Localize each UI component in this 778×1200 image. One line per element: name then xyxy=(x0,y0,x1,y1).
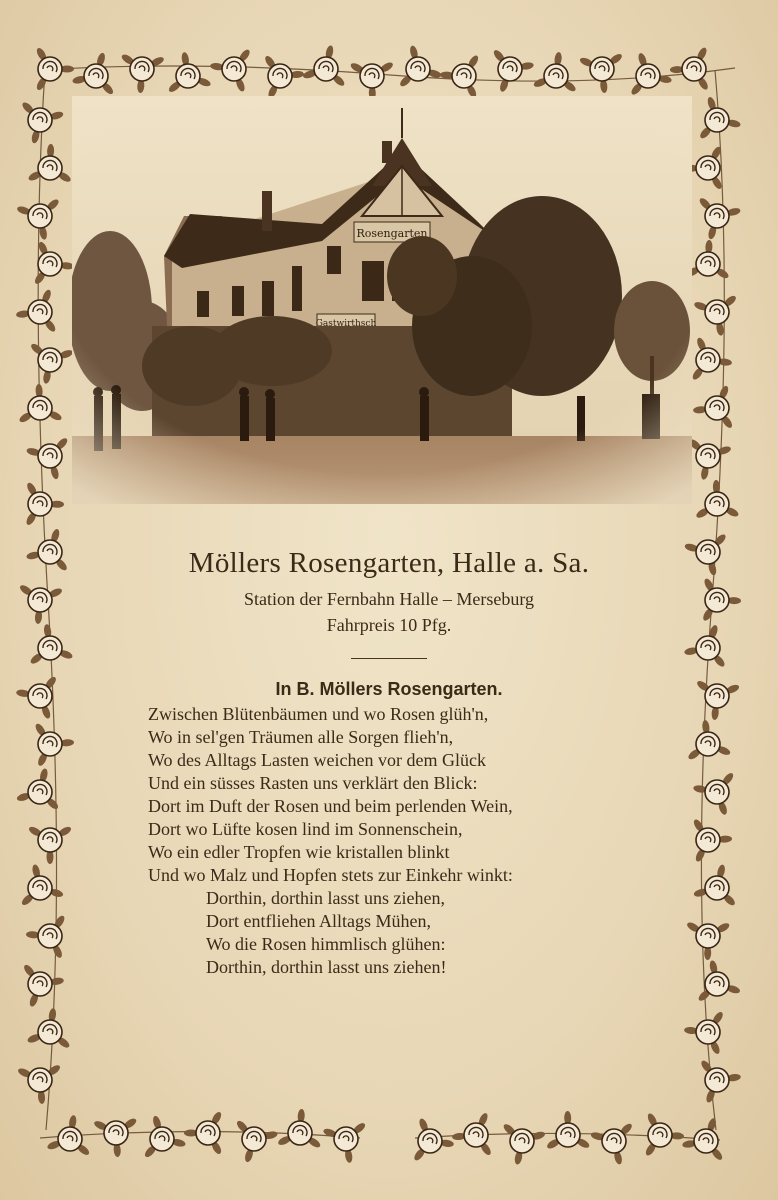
rose-icon xyxy=(556,1123,580,1147)
text-area xyxy=(80,540,698,979)
rose-icon xyxy=(452,64,476,88)
poem-line: Wo in sel'gen Träumen alle Sorgen flieh'n, xyxy=(148,727,454,747)
rose-icon xyxy=(696,348,720,372)
poem-line: Und ein süsses Rasten uns verklärt den Blick: xyxy=(148,773,478,793)
rose-icon xyxy=(38,828,62,852)
rose-icon xyxy=(28,492,52,516)
rose-icon xyxy=(705,108,729,132)
rose-icon xyxy=(694,1129,718,1153)
rose-icon xyxy=(544,64,568,88)
refrain-line: Dorthin, dorthin lasst uns ziehen! xyxy=(206,957,447,977)
rose-icon xyxy=(705,204,729,228)
rose-icon xyxy=(705,780,729,804)
rose-icon xyxy=(196,1121,220,1145)
rose-icon xyxy=(38,57,62,81)
poem-line: Wo des Alltags Lasten weichen vor dem Glück xyxy=(148,750,486,770)
rose-icon xyxy=(38,636,62,660)
rose-icon xyxy=(28,396,52,420)
rose-icon xyxy=(288,1121,312,1145)
rose-icon xyxy=(510,1129,534,1153)
rose-icon xyxy=(84,64,108,88)
rose-icon xyxy=(268,64,292,88)
rose-icon xyxy=(28,204,52,228)
poem-line: Und wo Malz und Hopfen stets zur Einkehr winkt: xyxy=(148,865,513,885)
rose-icon xyxy=(696,1020,720,1044)
rose-icon xyxy=(38,156,62,180)
rose-icon xyxy=(28,108,52,132)
rose-icon xyxy=(696,828,720,852)
poem-title: In B. Möllers Rosengarten. xyxy=(275,679,503,699)
poem-line: Wo ein edler Tropfen wie kristallen blinkt xyxy=(148,842,450,862)
rose-icon xyxy=(705,396,729,420)
poem-line: Dort wo Lüfte kosen lind im Sonnenschein, xyxy=(148,819,463,839)
rose-icon xyxy=(28,876,52,900)
rose-icon xyxy=(705,972,729,996)
rose-icon xyxy=(406,57,430,81)
rose-icon xyxy=(696,924,720,948)
rose-icon xyxy=(28,972,52,996)
rose-icon xyxy=(696,540,720,564)
rose-icon xyxy=(696,156,720,180)
rose-icon xyxy=(28,1068,52,1092)
rose-icon xyxy=(242,1127,266,1151)
rose-icon xyxy=(38,1020,62,1044)
divider xyxy=(351,658,427,659)
fare-line: Fahrpreis 10 Pfg. xyxy=(326,615,452,635)
rose-icon xyxy=(682,57,706,81)
rose-icon xyxy=(696,636,720,660)
rose-icon xyxy=(222,57,246,81)
rose-icon xyxy=(28,684,52,708)
hotel-photo xyxy=(72,96,692,504)
rose-icon xyxy=(705,588,729,612)
rose-icon xyxy=(104,1121,128,1145)
rose-icon xyxy=(38,732,62,756)
rose-icon xyxy=(314,57,338,81)
refrain-line: Wo die Rosen himmlisch glühen: xyxy=(206,934,446,954)
rose-icon xyxy=(58,1127,82,1151)
rose-icon xyxy=(38,252,62,276)
rose-icon xyxy=(130,57,154,81)
rose-icon xyxy=(705,684,729,708)
rose-icon xyxy=(176,64,200,88)
rose-icon xyxy=(38,444,62,468)
refrain-line: Dorthin, dorthin lasst uns ziehen, xyxy=(206,888,445,908)
page-title: Möllers Rosengarten, Halle a. Sa. xyxy=(188,547,590,579)
refrain-line: Dort entfliehen Alltags Mühen, xyxy=(206,911,431,931)
rose-icon xyxy=(696,732,720,756)
rose-icon xyxy=(636,64,660,88)
rose-icon xyxy=(705,1068,729,1092)
poem-line: Zwischen Blütenbäumen und wo Rosen glüh'n, xyxy=(148,704,489,724)
rose-icon xyxy=(705,300,729,324)
rose-icon xyxy=(418,1129,442,1153)
rose-icon xyxy=(38,348,62,372)
station-line: Station der Fernbahn Halle – Merseburg xyxy=(243,589,535,609)
rose-icon xyxy=(705,876,729,900)
rose-icon xyxy=(590,57,614,81)
rose-icon xyxy=(464,1123,488,1147)
rose-icon xyxy=(648,1123,672,1147)
poem xyxy=(80,703,698,979)
rose-icon xyxy=(28,588,52,612)
rose-icon xyxy=(696,252,720,276)
rose-icon xyxy=(28,780,52,804)
rose-icon xyxy=(38,924,62,948)
rose-icon xyxy=(602,1129,626,1153)
rose-icon xyxy=(360,64,384,88)
rose-icon xyxy=(28,300,52,324)
rose-icon xyxy=(705,492,729,516)
rose-icon xyxy=(334,1127,358,1151)
rose-icon xyxy=(38,540,62,564)
rose-icon xyxy=(150,1127,174,1151)
rose-icon xyxy=(696,444,720,468)
poem-line: Dort im Duft der Rosen und beim perlenden Wein, xyxy=(148,796,513,816)
rose-icon xyxy=(498,57,522,81)
